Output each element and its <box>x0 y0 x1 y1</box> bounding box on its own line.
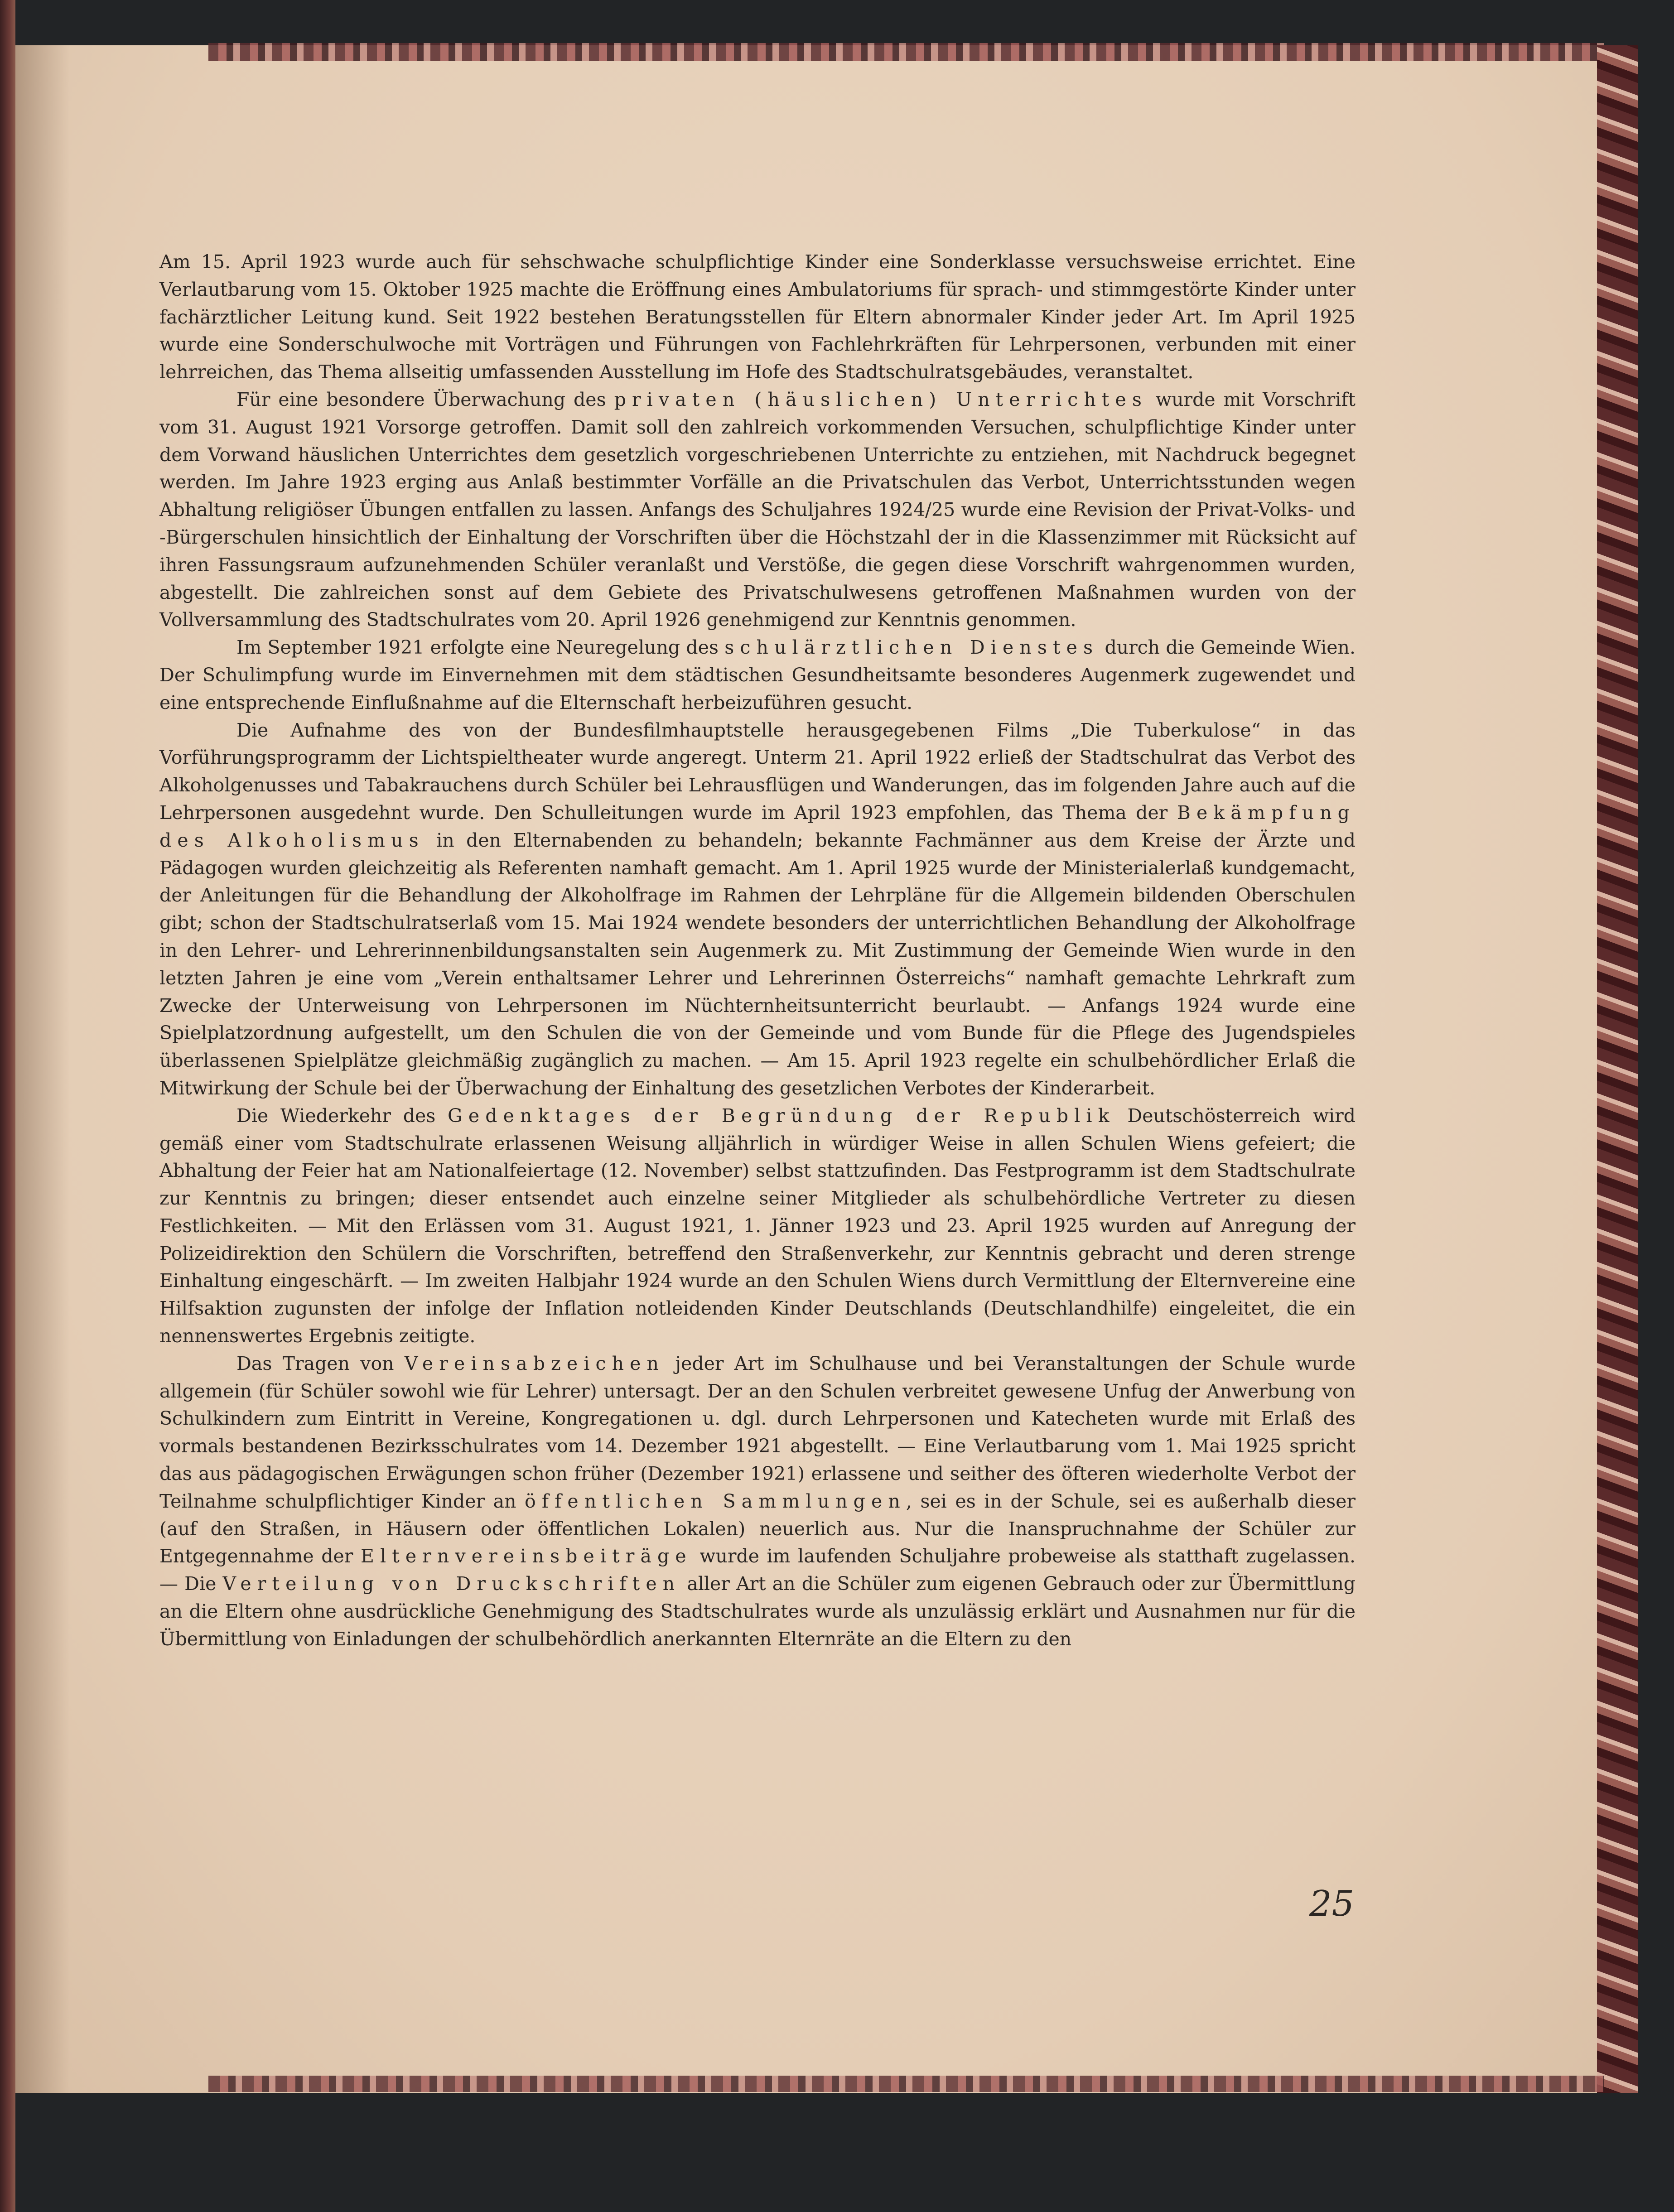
emphasized-term: Bekämpfung des Alkoholismus <box>159 801 1356 851</box>
book-binding-left <box>0 0 15 2212</box>
text-run: wurde mit Vorschrift vom 31. August 1921 Vorsorge getroffen. Damit soll den zahlreich vorkommenden Versuchen, schulpflichtige Kinder unter dem Vorwand häuslichen Unterrichtes dem gesetzlich vorgeschriebenen Unterrichte zu entziehen, mit Nachdruck begegnet werden. Im Jahre 1923 erging aus Anlaß bestimmter Vorfälle an die Privatschulen das Verbot, Unterrichtsstunden wegen Abhaltung religiöser Übungen entfallen zu lassen. Anfangs des Schuljahres 1924/25 wurde eine Revision der Privat-Volks- und -Bürgerschulen hinsichtlich der Einhaltung der Vorschriften über die Höchstzahl der in die Klassenzimmer mit Rücksicht auf ihren Fassungsraum aufzunehmenden Schüler veranlaßt und Verstöße, die gegen diese Vorschrift wahrgenommen wurden, abgestellt. Die zahlreichen sonst auf dem Gebiete des Privatschulwesens getroffenen Maßnahmen wurden von der Vollversammlung des Stadtschulrates vom 20. April 1926 genehmigend zur Kenntnis genommen. <box>159 388 1356 631</box>
text-run: Deutschösterreich wird gemäß einer vom Stadtschulrate erlassenen Weisung alljährlich in würdiger Weise in allen Schulen Wiens gefeiert; die Abhaltung der Feier hat am Nationalfeiertage (12. November) selbst stattzufinden. Das Festprogramm ist dem Stadtschulrate zur Kenntnis zu bringen; dieser entsendet auch einzelne seiner Mitglieder als schulbehördliche Vertreter zu diesen Festlichkeiten. — Mit den Erlässen vom 31. August 1921, 1. Jänner 1923 und 23. April 1925 wurden auf Anregung der Polizeidirektion den Schülern die Vorschriften, betreffend den Straßenverkehr, zur Kenntnis gebracht und deren strenge Einhaltung eingeschärft. — Im zweiten Halbjahr 1924 wurde an den Schulen Wiens durch Vermittlung der Elternvereine eine Hilfsaktion zugunsten der infolge der Inflation notleidenden Kinder Deutschlands (Deutschlandhilfe) eingeleitet, die ein nennenswertes Ergebnis zeitigte. <box>159 1104 1356 1347</box>
text-run: Am 15. April 1923 wurde auch für sehschwache schulpflichtige Kinder eine Sonderklasse versuchsweise errichtet. Eine Verlautbarung vom 15. Oktober 1925 machte die Eröffnung eines Ambulatoriums für sprach- und stimmgestörte Kinder unter fachärztlicher Leitung kund. Seit 1922 bestehen Beratungsstellen für Eltern abnormaler Kinder jeder Art. Im April 1925 wurde eine Sonderschulwoche mit Vorträgen und Führungen von Fachlehrkräften für Lehrpersonen, verbunden mit einer lehrreichen, das Thema allseitig umfassenden Ausstellung im Hofe des Stadtschulratsgebäudes, veranstaltet. <box>159 251 1356 383</box>
text-run: Für eine besondere Überwachung des <box>236 388 614 410</box>
text-run: Das Tragen von <box>236 1352 405 1374</box>
paragraph <box>159 248 1356 386</box>
body-text <box>159 248 1356 1653</box>
paragraph <box>159 717 1356 1102</box>
emphasized-term: schulärztlichen Dienstes <box>724 636 1099 659</box>
emphasized-term: Gedenktages der Begründung der Republik <box>448 1104 1115 1127</box>
emphasized-term: öffentlichen Sammlungen <box>525 1490 906 1512</box>
gutter-shadow <box>15 45 70 2093</box>
emphasized-term: Verteilung von Druckschriften <box>222 1573 681 1595</box>
page-number: 25 <box>1309 1884 1355 1924</box>
paragraph <box>159 1102 1356 1350</box>
emphasized-term: privaten (häuslichen) Unterrichtes <box>614 388 1148 410</box>
marbled-right-edge <box>1597 45 1638 2093</box>
text-run: in den Elternabenden zu behandeln; bekannte Fachmänner aus dem Kreise der Ärzte und Pädagogen wurden gleichzeitig als Referenten namhaft gemacht. Am 1. April 1925 wurde der Ministerialerlaß kundgemacht, der Anleitungen für die Behandlung der Alkoholfrage im Rahmen der Lehrpläne für die Allgemein bildenden Oberschulen gibt; schon der Stadtschulratserlaß vom 15. Mai 1924 wendete besonders der unterrichtlichen Behandlung der Alkoholfrage in den Lehrer- und Lehrerinnenbildungsanstalten sein Augenmerk zu. Mit Zustimmung der Gemeinde Wien wurde in den letzten Jahren je eine vom „Verein enthaltsamer Lehrer und Lehrerinnen Österreichs“ namhaft gemachte Lehrkraft zum Zwecke der Unterweisung von Lehrpersonen im Nüchternheitsunterricht beurlaubt. — Anfangs 1924 wurde eine Spielplatzordnung aufgestellt, um den Schulen die von der Gemeinde und vom Bunde für die Pflege des Jugendspieles überlassenen Spielplätze gleichmäßig zugänglich zu machen. — Am 15. April 1923 regelte ein schulbehördlicher Erlaß die Mitwirkung der Schule bei der Überwachung der Einhaltung des gesetzlichen Verbotes der Kinderarbeit. <box>159 829 1356 1099</box>
text-run: Die Aufnahme des von der Bundesfilmhauptstelle herausgegebenen Films „Die Tuberkulose“ in das Vorführungsprogramm der Lichtspieltheater wurde angeregt. Unterm 21. April 1922 erließ der Stadtschulrat das Verbot des Alkoholgenusses und Tabakrauchens durch Schüler bei Lehrausflügen und Wanderungen, das im folgenden Jahre auch auf die Lehrpersonen ausgedehnt wurde. Den Schulleitungen wurde im April 1923 empfohlen, das Thema der <box>159 719 1356 824</box>
paragraph <box>159 1350 1356 1653</box>
text-run: wurde im laufenden Schuljahre probeweise als statthaft zugelassen. — Die <box>159 1545 1356 1595</box>
paragraph <box>159 634 1356 716</box>
emphasized-term: Elternvereinsbeiträge <box>360 1545 692 1567</box>
text-run: aller Art an die Schüler zum eigenen Gebrauch oder zur Übermittlung an die Eltern ohne ausdrückliche Genehmigung des Stadtschulrates wurde als unzulässig erklärt und Ausnahmen nur für die Übermittlung von Einladungen der schulbehördlich anerkannten Elternräte an die Eltern zu den <box>159 1573 1356 1650</box>
text-run: Die Wiederkehr des <box>236 1104 448 1127</box>
text-run: Im September 1921 erfolgte eine Neuregelung des <box>236 636 725 659</box>
marbled-top-edge <box>208 43 1604 61</box>
emphasized-term: Vereinsabzeichen <box>404 1352 665 1374</box>
marbled-bottom-edge <box>208 2076 1604 2092</box>
text-run: jeder Art im Schulhause und bei Veranstaltungen der Schule wurde allgemein (für Schüler sowohl wie für Lehrer) untersagt. Der an den Schulen verbreitet gewesene Unfug der Anwerbung von Schulkindern zum Eintritt in Vereine, Kongregationen u. dgl. durch Lehrpersonen und Katecheten wurde mit Erlaß des vormals bestandenen Bezirksschulrates vom 14. Dezember 1921 abgestellt. — Eine Verlautbarung vom 1. Mai 1925 spricht das aus pädagogischen Erwägungen schon früher (Dezember 1921) erlassene und seither des öfteren wiederholte Verbot der Teilnahme schulpflichtiger Kinder an <box>159 1352 1356 1512</box>
text-run: , sei es in der Schule, sei es außerhalb dieser (auf den Straßen, in Häusern oder öffentlichen Lokalen) neuerlich aus. Nur die Inanspruchnahme der Schüler zur Entgegennahme der <box>159 1490 1356 1567</box>
text-run: durch die Gemeinde Wien. Der Schulimpfung wurde im Einvernehmen mit dem städtischen Gesundheitsamte besonderes Augenmerk zugewendet und eine entsprechende Einflußnahme auf die Elternschaft herbeizuführen gesucht. <box>159 636 1356 713</box>
paragraph <box>159 386 1356 634</box>
